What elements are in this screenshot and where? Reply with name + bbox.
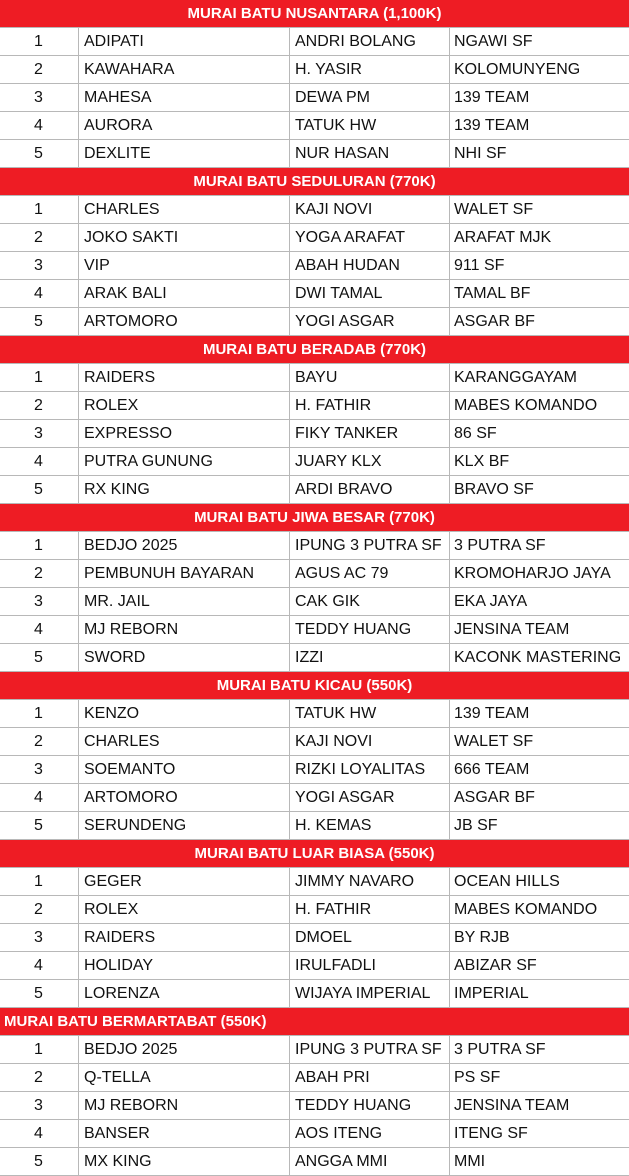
rank-cell: 3	[0, 84, 79, 111]
bird-name-cell: ADIPATI	[79, 28, 290, 55]
owner-cell: H. KEMAS	[290, 812, 450, 839]
team-cell: OCEAN HILLS	[454, 873, 560, 890]
class-header: MURAI BATU BERADAB (770K)	[0, 336, 629, 364]
owner-cell: TEDDY HUANG	[290, 616, 450, 643]
table-row	[0, 140, 629, 168]
class-section	[0, 168, 629, 336]
class-header: MURAI BATU LUAR BIASA (550K)	[0, 840, 629, 868]
team-cell: PS SF	[454, 1069, 501, 1086]
owner-cell: KAJI NOVI	[290, 728, 450, 755]
table-row	[0, 532, 629, 560]
team-cell: ARAFAT MJK	[454, 229, 552, 246]
table-row	[0, 560, 629, 588]
team-cell: IMPERIAL	[454, 985, 529, 1002]
owner-cell: DMOEL	[290, 924, 450, 951]
bird-name-cell: RAIDERS	[79, 924, 290, 951]
bird-name-cell: MJ REBORN	[79, 616, 290, 643]
bird-name-cell: CHARLES	[79, 196, 290, 223]
team-cell: KLX BF	[454, 453, 510, 470]
team-cell: KOLOMUNYENG	[454, 61, 581, 78]
table-row	[0, 1148, 629, 1176]
bird-name-cell: PEMBUNUH BAYARAN	[79, 560, 290, 587]
table-row	[0, 28, 629, 56]
team-cell: 3 PUTRA SF	[454, 537, 546, 554]
team-cell: ASGAR BF	[454, 313, 535, 330]
team-cell: KROMOHARJO JAYA	[454, 565, 611, 582]
table-row	[0, 812, 629, 840]
rank-cell: 2	[0, 1064, 79, 1091]
bird-name-cell: MX KING	[79, 1148, 290, 1175]
rank-cell: 5	[0, 1148, 79, 1175]
team-cell: BRAVO SF	[454, 481, 534, 498]
bird-name-cell: MR. JAIL	[79, 588, 290, 615]
rank-cell: 5	[0, 644, 79, 671]
table-row	[0, 728, 629, 756]
owner-cell: H. FATHIR	[290, 896, 450, 923]
table-row	[0, 644, 629, 672]
bird-name-cell: MAHESA	[79, 84, 290, 111]
class-header: MURAI BATU BERMARTABAT (550K)	[0, 1008, 629, 1036]
rank-cell: 2	[0, 392, 79, 419]
class-section	[0, 1008, 629, 1176]
table-row	[0, 224, 629, 252]
bird-name-cell: ARTOMORO	[79, 784, 290, 811]
team-cell: ITENG SF	[454, 1125, 528, 1142]
team-cell: JENSINA TEAM	[454, 1097, 570, 1114]
team-cell: ASGAR BF	[454, 789, 535, 806]
rank-cell: 4	[0, 448, 79, 475]
bird-name-cell: MJ REBORN	[79, 1092, 290, 1119]
rank-cell: 2	[0, 224, 79, 251]
owner-cell: H. FATHIR	[290, 392, 450, 419]
class-header: MURAI BATU NUSANTARA (1,100K)	[0, 0, 629, 28]
owner-cell: IPUNG 3 PUTRA SF	[290, 1036, 450, 1063]
rank-cell: 2	[0, 728, 79, 755]
team-cell: WALET SF	[454, 201, 534, 218]
owner-cell: DEWA PM	[290, 84, 450, 111]
table-row	[0, 1092, 629, 1120]
bird-name-cell: RX KING	[79, 476, 290, 503]
bird-name-cell: RAIDERS	[79, 364, 290, 391]
table-row	[0, 1120, 629, 1148]
bird-name-cell: ROLEX	[79, 896, 290, 923]
team-cell: ABIZAR SF	[454, 957, 537, 974]
team-cell: 911 SF	[454, 257, 505, 274]
team-cell: MABES KOMANDO	[454, 397, 598, 414]
table-row	[0, 924, 629, 952]
bird-name-cell: SOEMANTO	[79, 756, 290, 783]
table-row	[0, 476, 629, 504]
table-row	[0, 1064, 629, 1092]
owner-cell: DWI TAMAL	[290, 280, 450, 307]
class-section	[0, 504, 629, 672]
owner-cell: IZZI	[290, 644, 450, 671]
bird-name-cell: KAWAHARA	[79, 56, 290, 83]
owner-cell: BAYU	[290, 364, 450, 391]
table-row	[0, 420, 629, 448]
owner-cell: NUR HASAN	[290, 140, 450, 167]
class-section	[0, 672, 629, 840]
rank-cell: 3	[0, 420, 79, 447]
table-row	[0, 308, 629, 336]
rank-cell: 1	[0, 1036, 79, 1063]
bird-name-cell: KENZO	[79, 700, 290, 727]
bird-name-cell: DEXLITE	[79, 140, 290, 167]
bird-name-cell: AURORA	[79, 112, 290, 139]
bird-name-cell: ARAK BALI	[79, 280, 290, 307]
team-cell: TAMAL BF	[454, 285, 531, 302]
owner-cell: ABAH HUDAN	[290, 252, 450, 279]
owner-cell: TATUK HW	[290, 700, 450, 727]
table-row	[0, 896, 629, 924]
team-cell: 139 TEAM	[454, 117, 530, 134]
rank-cell: 5	[0, 140, 79, 167]
team-cell: 3 PUTRA SF	[454, 1041, 546, 1058]
table-row	[0, 364, 629, 392]
table-row	[0, 784, 629, 812]
team-cell: BY RJB	[454, 929, 510, 946]
team-cell: JB SF	[454, 817, 498, 834]
rank-cell: 1	[0, 532, 79, 559]
table-row	[0, 392, 629, 420]
owner-cell: YOGA ARAFAT	[290, 224, 450, 251]
team-cell: 86 SF	[454, 425, 497, 442]
class-header: MURAI BATU JIWA BESAR (770K)	[0, 504, 629, 532]
owner-cell: JIMMY NAVARO	[290, 868, 450, 895]
bird-name-cell: JOKO SAKTI	[79, 224, 290, 251]
bird-name-cell: EXPRESSO	[79, 420, 290, 447]
table-row	[0, 868, 629, 896]
class-header: MURAI BATU SEDULURAN (770K)	[0, 168, 629, 196]
team-cell: KARANGGAYAM	[454, 369, 577, 386]
rank-cell: 5	[0, 476, 79, 503]
owner-cell: JUARY KLX	[290, 448, 450, 475]
rank-cell: 1	[0, 364, 79, 391]
bird-name-cell: Q-TELLA	[79, 1064, 290, 1091]
team-cell: 139 TEAM	[454, 89, 530, 106]
rank-cell: 3	[0, 588, 79, 615]
class-section	[0, 336, 629, 504]
owner-cell: CAK GIK	[290, 588, 450, 615]
team-cell: WALET SF	[454, 733, 534, 750]
rank-cell: 4	[0, 784, 79, 811]
team-cell: KACONK MASTERING	[454, 649, 622, 666]
rank-cell: 5	[0, 308, 79, 335]
rank-cell: 3	[0, 252, 79, 279]
team-cell: EKA JAYA	[454, 593, 528, 610]
team-cell: JENSINA TEAM	[454, 621, 570, 638]
owner-cell: RIZKI LOYALITAS	[290, 756, 450, 783]
bird-name-cell: ARTOMORO	[79, 308, 290, 335]
owner-cell: IPUNG 3 PUTRA SF	[290, 532, 450, 559]
table-row	[0, 980, 629, 1008]
owner-cell: AOS ITENG	[290, 1120, 450, 1147]
table-row	[0, 112, 629, 140]
table-row	[0, 700, 629, 728]
rank-cell: 5	[0, 812, 79, 839]
rank-cell: 4	[0, 280, 79, 307]
owner-cell: ANDRI BOLANG	[290, 28, 450, 55]
table-row	[0, 252, 629, 280]
class-section	[0, 0, 629, 168]
team-cell: 666 TEAM	[454, 761, 530, 778]
bird-name-cell: GEGER	[79, 868, 290, 895]
owner-cell: H. YASIR	[290, 56, 450, 83]
table-row	[0, 616, 629, 644]
rank-cell: 4	[0, 616, 79, 643]
owner-cell: YOGI ASGAR	[290, 308, 450, 335]
class-header: MURAI BATU KICAU (550K)	[0, 672, 629, 700]
table-row	[0, 588, 629, 616]
rank-cell: 3	[0, 756, 79, 783]
rank-cell: 4	[0, 952, 79, 979]
team-cell: 139 TEAM	[454, 705, 530, 722]
rank-cell: 2	[0, 896, 79, 923]
table-row	[0, 84, 629, 112]
bird-name-cell: BANSER	[79, 1120, 290, 1147]
owner-cell: IRULFADLI	[290, 952, 450, 979]
owner-cell: ABAH PRI	[290, 1064, 450, 1091]
bird-name-cell: ROLEX	[79, 392, 290, 419]
rank-cell: 1	[0, 28, 79, 55]
table-row	[0, 196, 629, 224]
bird-name-cell: PUTRA GUNUNG	[79, 448, 290, 475]
bird-name-cell: VIP	[79, 252, 290, 279]
rank-cell: 1	[0, 700, 79, 727]
bird-name-cell: SWORD	[79, 644, 290, 671]
bird-name-cell: CHARLES	[79, 728, 290, 755]
owner-cell: TEDDY HUANG	[290, 1092, 450, 1119]
owner-cell: AGUS AC 79	[290, 560, 450, 587]
team-cell: MMI	[454, 1153, 486, 1170]
bird-name-cell: HOLIDAY	[79, 952, 290, 979]
rank-cell: 4	[0, 1120, 79, 1147]
table-row	[0, 448, 629, 476]
rank-cell: 1	[0, 196, 79, 223]
owner-cell: ANGGA MMI	[290, 1148, 450, 1175]
bird-name-cell: LORENZA	[79, 980, 290, 1007]
owner-cell: FIKY TANKER	[290, 420, 450, 447]
table-row	[0, 756, 629, 784]
owner-cell: WIJAYA IMPERIAL	[290, 980, 450, 1007]
rank-cell: 3	[0, 1092, 79, 1119]
rank-cell: 2	[0, 56, 79, 83]
team-cell: NGAWI SF	[454, 33, 533, 50]
team-cell: NHI SF	[454, 145, 507, 162]
rank-cell: 5	[0, 980, 79, 1007]
rank-cell: 4	[0, 112, 79, 139]
class-section	[0, 840, 629, 1008]
owner-cell: YOGI ASGAR	[290, 784, 450, 811]
owner-cell: KAJI NOVI	[290, 196, 450, 223]
team-cell: MABES KOMANDO	[454, 901, 598, 918]
table-row	[0, 952, 629, 980]
owner-cell: ARDI BRAVO	[290, 476, 450, 503]
rank-cell: 1	[0, 868, 79, 895]
rank-cell: 2	[0, 560, 79, 587]
owner-cell: TATUK HW	[290, 112, 450, 139]
table-row	[0, 1036, 629, 1064]
rank-cell: 3	[0, 924, 79, 951]
table-row	[0, 280, 629, 308]
table-row	[0, 56, 629, 84]
bird-name-cell: BEDJO 2025	[79, 532, 290, 559]
bird-name-cell: BEDJO 2025	[79, 1036, 290, 1063]
bird-name-cell: SERUNDENG	[79, 812, 290, 839]
